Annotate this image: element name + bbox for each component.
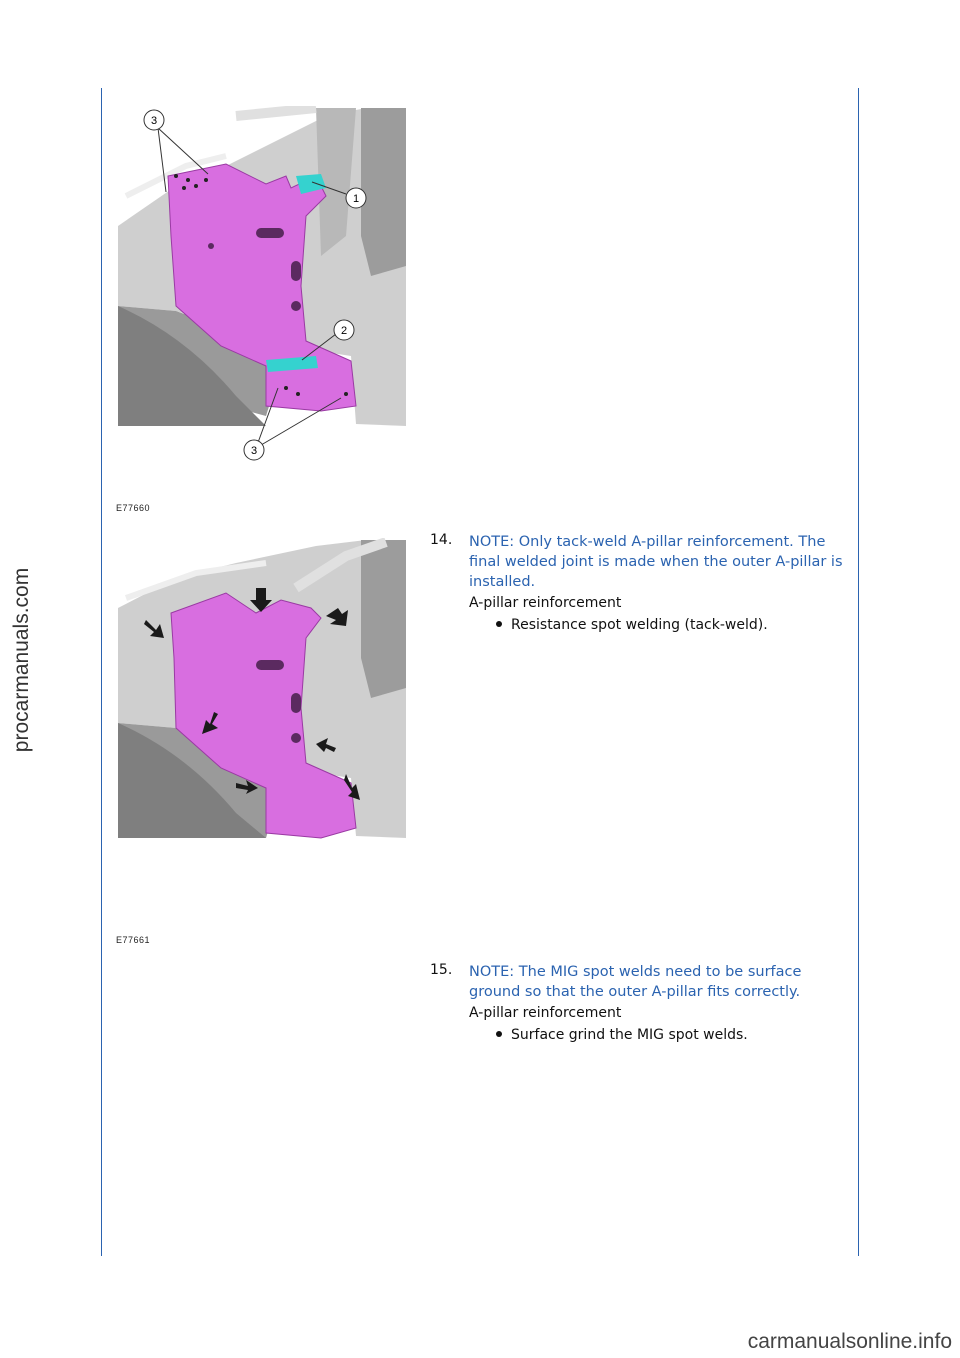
right-margin-rule [858,88,859,1256]
step-note: NOTE: Only tack-weld A-pillar reinforcement. The final welded joint is made when the outer A-pillar is installed. [469,534,843,590]
side-watermark: procarmanuals.com [10,567,33,753]
step-number: 15. [430,962,453,978]
callout-3-top [144,110,164,130]
step-component: A-pillar reinforcement [469,595,622,611]
step-note: NOTE: The MIG spot welds need to be surface ground so that the outer A-pillar fits correctly. [469,964,802,1000]
svg-text:3: 3 [150,115,158,127]
step-bullet: Resistance spot welding (tack-weld). [496,616,844,634]
step-number: 14. [430,532,453,548]
bullet-icon [496,621,502,627]
figure-a-pillar-sections [116,106,412,466]
callout-3-bottom [244,440,264,460]
figure-id-1: E77660 [116,503,151,513]
step-bullet: Surface grind the MIG spot welds. [496,1026,844,1044]
figure-id-2: E77661 [116,935,151,945]
bullet-icon [496,1031,502,1037]
footer-watermark: carmanualsonline.info [747,1330,952,1353]
svg-text:3: 3 [250,445,258,457]
left-margin-rule [101,88,102,1256]
callout-1 [346,188,366,208]
svg-text:2: 2 [340,325,348,337]
svg-text:1: 1 [352,193,360,205]
figure-a-pillar-weld-points [116,538,412,860]
callout-2 [334,320,354,340]
step-component: A-pillar reinforcement [469,1005,622,1021]
